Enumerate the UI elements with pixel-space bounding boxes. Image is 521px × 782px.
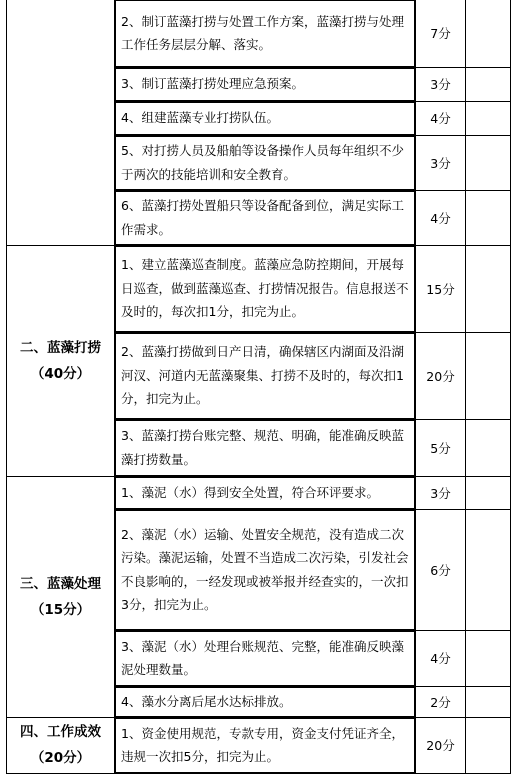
criterion-cell: 1、资金使用规范，专款专用，资金支付凭证齐全，违规一次扣5分，扣完为止。 <box>115 717 416 773</box>
category-points: （20分） <box>30 750 91 766</box>
blank-cell <box>466 67 511 101</box>
criterion-cell: 4、藻水分离后尾水达标排放。 <box>115 686 416 717</box>
blank-cell <box>466 332 511 419</box>
criterion-cell: 2、蓝藻打捞做到日产日清，确保辖区内湖面及沿湖河汊、河道内无蓝藻聚集、打捞不及时的，每次扣1分，扣完为止。 <box>115 332 416 419</box>
criterion-cell: 3、制订蓝藻打捞处理应急预案。 <box>115 67 416 101</box>
blank-cell <box>466 245 511 332</box>
criterion-cell: 3、藻泥（水）处理台账规范、完整，能准确反映藻泥处理数量。 <box>115 630 416 686</box>
score-cell: 3分 <box>416 135 466 190</box>
score-cell: 20分 <box>416 332 466 419</box>
table-row <box>7 245 511 332</box>
score-cell: 4分 <box>416 190 466 245</box>
score-cell: 5分 <box>416 419 466 476</box>
blank-cell <box>466 419 511 476</box>
criterion-cell: 1、藻泥（水）得到安全处置，符合环评要求。 <box>115 476 416 509</box>
category-cell <box>7 717 115 773</box>
blank-cell <box>466 686 511 717</box>
category-points: （40分） <box>30 365 91 382</box>
scoring-table <box>6 0 511 774</box>
blank-cell <box>466 509 511 630</box>
blank-cell <box>466 476 511 509</box>
category-cell <box>7 476 115 717</box>
score-cell: 4分 <box>416 101 466 135</box>
category-cell-continued <box>7 0 115 245</box>
category-name: 四、工作成效 <box>20 724 101 740</box>
score-cell: 3分 <box>416 67 466 101</box>
blank-cell <box>466 135 511 190</box>
criterion-cell: 5、对打捞人员及船舶等设备操作人员每年组织不少于两次的技能培训和安全教育。 <box>115 135 416 190</box>
criterion-cell: 6、蓝藻打捞处置船只等设备配备到位，满足实际工作需求。 <box>115 190 416 245</box>
score-cell: 2分 <box>416 686 466 717</box>
category-points: （15分） <box>30 601 91 618</box>
score-cell: 3分 <box>416 476 466 509</box>
blank-cell <box>466 190 511 245</box>
criterion-cell: 3、蓝藻打捞台账完整、规范、明确，能准确反映蓝藻打捞数量。 <box>115 419 416 476</box>
category-name: 二、蓝藻打捞 <box>20 339 101 356</box>
table-row <box>7 476 511 509</box>
criterion-cell: 1、建立蓝藻巡查制度。蓝藻应急防控期间，开展每日巡查，做到蓝藻巡查、打捞情况报告。信息报送不及时的，每次扣1分，扣完为止。 <box>115 245 416 332</box>
table-row <box>7 0 511 67</box>
blank-cell <box>466 717 511 773</box>
criterion-cell: 4、组建蓝藻专业打捞队伍。 <box>115 101 416 135</box>
score-cell: 7分 <box>416 0 466 67</box>
table-row <box>7 717 511 773</box>
score-cell: 20分 <box>416 717 466 773</box>
blank-cell <box>466 0 511 67</box>
score-cell: 4分 <box>416 630 466 686</box>
criterion-cell: 2、藻泥（水）运输、处置安全规范，没有造成二次污染。藻泥运输，处置不当造成二次污染，引发社会不良影响的，一经发现或被举报并经查实的，一次扣3分，扣完为止。 <box>115 509 416 630</box>
criterion-cell: 2、制订蓝藻打捞与处置工作方案，蓝藻打捞与处理工作任务层层分解、落实。 <box>115 0 416 67</box>
category-cell <box>7 245 115 476</box>
category-name: 三、蓝藻处理 <box>20 575 101 592</box>
score-cell: 15分 <box>416 245 466 332</box>
blank-cell <box>466 630 511 686</box>
score-cell: 6分 <box>416 509 466 630</box>
blank-cell <box>466 101 511 135</box>
